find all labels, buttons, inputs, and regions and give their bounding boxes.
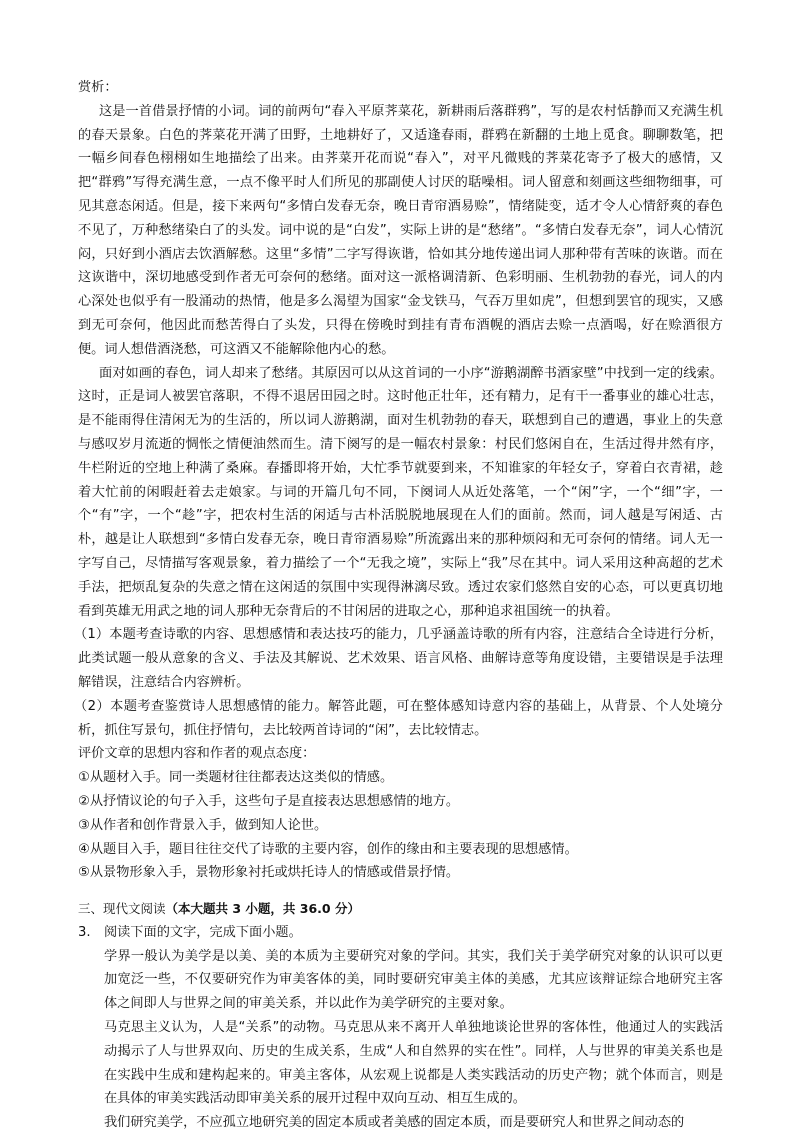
question-row xyxy=(78,921,723,945)
question-number: 3. xyxy=(78,924,91,940)
evaluation-item: ②从抒情议论的句子入手，这些句子是直接表达思想感情的地方。 xyxy=(78,793,460,809)
evaluation-item: ⑤从景物形象入手，景物形象衬托或烘托诗人的情感或借景抒情。 xyxy=(78,865,460,881)
evaluation-item: ④从题目入手，题目往往交代了诗歌的主要内容，创作的缘由和主要表现的思想感情。 xyxy=(78,841,578,857)
question-instruction: 阅读下面的文字，完成下面小题。 xyxy=(104,924,302,940)
passage-paragraph: 我们研究美学，不应孤立地研究美的固定本质或者美感的固定本质，而是要研究人和世界之间动态的 xyxy=(104,1115,685,1131)
analysis-paragraph: 这是一首借景抒情的小词。词的前两句“春入平原荠菜花，新耕雨后落群鸦”，写的是农村恬静而又充满生机的春天景象。白色的荠菜花开满了田野，土地耕好了，又适逢春雨，群鸦在新翻的土地上觅食。聊聊数笔，把一幅乡间春色栩栩如生地描绘了出来。由荠菜开花而说“春入”，对平凡微贱的荠菜花寄予了极大的感情，又把“群鸦”写得充满生意，一点不像平时人们所见的那副使人讨厌的聒噪相。词人留意和刻画这些细物细事，可见其意态闲适。但是，接下来两句“多情白发春无奈，晚日青帘酒易赊”，情绪陡变，适才令人心情舒爽的春色不见了，万种愁绪染白了的头发。词中说的是“白发”，实际上讲的是“愁绪”。“多情白发春无奈”，词人心情沉闷，只好到小酒店去饮酒解愁。这里“多情”二字写得诙谐，恰如其分地传递出词人那种带有苦味的诙谐。而在这诙谐中，深切地感受到作者无可奈何的愁绪。面对这一派格调清新、色彩明丽、生机勃勃的春光，词人的内心深处也似乎有一股涌动的热情，他是多么渴望为国家“金戈铁马，气吞万里如虎”，但想到罢官的现实，又感到无可奈何，他因此而愁苦得白了头发，只得在傍晚时到挂有青布酒幌的酒店去赊一点酒喝，好在赊酒很方便。词人想借酒浇愁，可这酒又不能解除他内心的愁。 xyxy=(78,103,723,357)
evaluation-heading: 评价文章的思想内容和作者的观点态度： xyxy=(78,746,316,762)
analysis-paragraph: 面对如画的春色，词人却来了愁绪。其原因可以从这首词的一小序“游鹅湖醉书酒家壁”中找到一定的线索。这时，正是词人被罢官落职，不得不退居田园之时。这时他正壮年，还有精力，足有干一番事业的雄心壮志，是不能雨得住清闲无为的生活的，所以词人游鹅湖，面对生机勃勃的春天，联想到自己的遭遇，事业上的失意与感叹岁月流逝的惆怅之情便油然而生。清下阕写的是一幅农村景象：村民们悠闲自在，生活过得井然有序，牛栏附近的空地上种满了桑麻。春播即将开始，大忙季节就要到来，不知谁家的年轻女子，穿着白衣青裙，趁着大忙前的闲暇赶着去走娘家。与词的开篇几句不同，下阕词人从近处落笔，一个“闲”字，一个“细”字，一个“有”字，一个“趁”字，把农村生活的闲适与古朴活脱脱地展现在人们的面前。然而，词人越是写闲适、古朴，越是让人联想到“多情白发春无奈，晚日青帘酒易赊”所流露出来的那种烦闷和无可奈何的情绪。词人无一字写自己，尽情描写客观景象，着力描绘了一个“无我之境”，实际上“我”尽在其中。词人采用这种高超的艺术手法，把烦乱复杂的失意之情在这闲适的氛围中实现得淋漓尽致。透过农家们悠然自安的心态，可以更真切地看到英雄无用武之地的词人那种无奈背后的不甘闲居的进取之心，那种追求祖国统一的执着。 xyxy=(78,365,723,619)
document-page xyxy=(74,76,723,1135)
passage-paragraph: 学界一般认为美学是以美、美的本质为主要研究对象的学问。其实，我们关于美学研究对象的认识可以更加宽泛一些，不仅要研究作为审美客体的美，同时要研究审美主体的美感，尤其应该辩证综合地研究主客体之间即人与世界之间的审美关系，并以此作为美学研究的主要对象。 xyxy=(104,948,723,1012)
note-item: （2）本题考查鉴赏诗人思想感情的能力。解答此题，可在整体感知诗意内容的基础上，从背景、个人处境分析，抓住写景句，抓住抒情句，去比较两首诗词的“闲”，去比较情志。 xyxy=(74,698,723,738)
evaluation-item: ③从作者和创作背景入手，做到知人论世。 xyxy=(78,817,328,833)
analysis-label: 赏析： xyxy=(78,80,118,95)
section-info: （本大题共 3 小题，共 36.0 分） xyxy=(165,901,360,917)
section-title xyxy=(78,897,723,921)
section-prefix: 三、现代文阅读 xyxy=(78,901,166,917)
passage-paragraph: 马克思主义认为，人是“关系”的动物。马克思从来不离开人单独地谈论世界的客体性，他通过人的实践活动揭示了人与世界双向、历史的生成关系，生成“人和自然界的实在性”。同样，人与世界的审美关系也是在实践中生成和建构起来的。审美主客体，从宏观上说都是人类实践活动的历史产物；就个体而言，则是在具体的审美实践活动即审美关系的展开过程中双向互动、相互生成的。 xyxy=(104,1020,723,1107)
evaluation-item: ①从题材入手。同一类题材往往都表达这类似的情感。 xyxy=(78,770,394,786)
note-item: （1）本题考查诗歌的内容、思想感情和表达技巧的能力，几乎涵盖诗歌的所有内容，注意结合全诗进行分析，此类试题一般从意象的含义、手法及其解说、艺术效果、语言风格、曲解诗意等角度设错，主要错误是手法理解错误，注意结合内容辨析。 xyxy=(74,627,723,690)
